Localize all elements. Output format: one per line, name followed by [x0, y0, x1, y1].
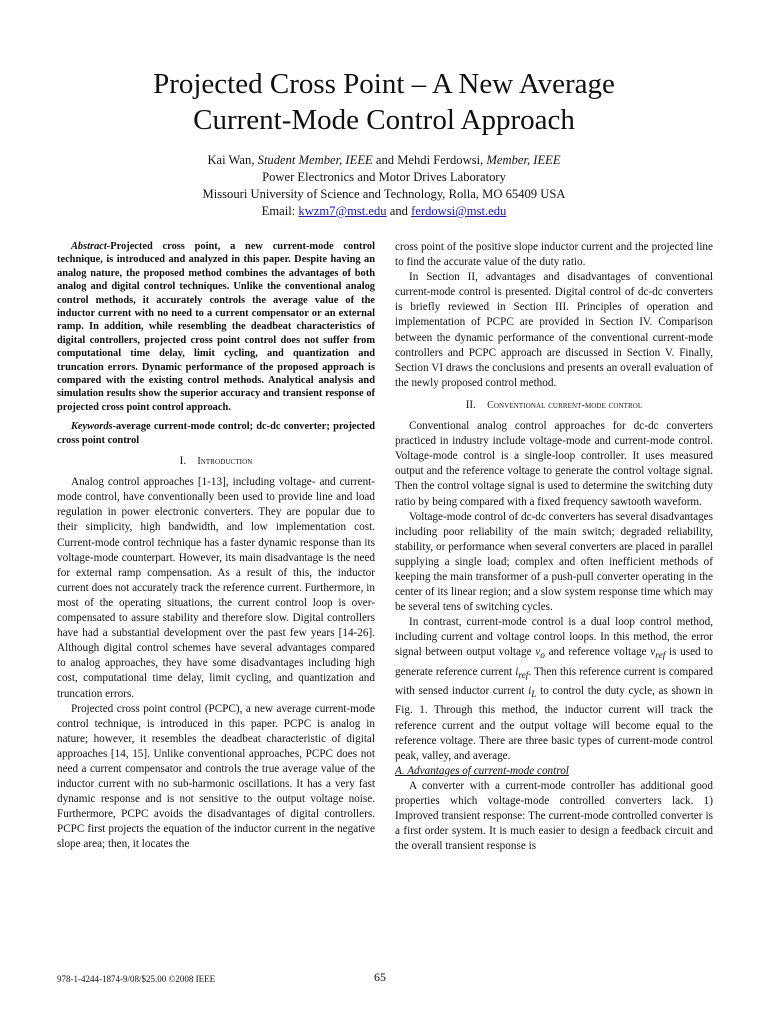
- outline-paragraph: In Section II, advantages and disadvantages of conventional current-mode control is presented. Digital control of dc-dc converters is briefly reviewed in Section III. Principles of operation and implementation of PCPC are provided in Section IV. Comparison between the dynamic performance of the conventional current-mode controllers and PCPC approach are discussed in Section V. Finally, Section VI draws the conclusions and presents an overall evaluation of the newly proposed control method.: [395, 271, 713, 389]
- section-2-paragraph-1: Conventional analog control approaches for dc-dc converters practiced in industry include voltage-mode and current-mode control. Voltage-mode control is a single-loop controller. It uses measured output and the reference voltage to generate the control voltage signal. Then the control voltage signal is used to determine the switching duty ratio by being compared with a fixed frequency sawtooth waveform.: [395, 420, 713, 508]
- section-2-paragraph-4: A converter with a current-mode controller has additional good properties which voltage-mode controlled converters lack. 1) Improved transient response: The current-mode controlled converter is a first order system. It is much easier to design a feedback circuit and the overall transient response is: [395, 779, 713, 853]
- author-1-role: Student Member, IEEE: [257, 153, 373, 167]
- section-2-number: II.: [465, 398, 476, 411]
- symbol-iref-sub: ref: [518, 671, 529, 681]
- author-conjunction: and Mehdi Ferdowsi,: [375, 153, 484, 167]
- subsection-a-heading: A. Advantages of current-mode control: [395, 764, 569, 777]
- section-1-heading: [57, 454, 375, 469]
- symbol-vo-sub: o: [540, 651, 545, 662]
- author-block: [60, 152, 708, 220]
- symbol-il-sub: L: [531, 690, 537, 701]
- keywords-text: [57, 420, 375, 447]
- email-and: and: [389, 204, 408, 218]
- affiliation: Missouri University of Science and Technology, Rolla, MO 65409 USA: [202, 187, 566, 201]
- abstract-body: Projected cross point, a new current-mode control technique, is introduced and analyzed in this paper. Despite having an analog nature, the proposed method combines the advantages of both analog and digital control techniques. Unlike the conventional analog control methods, it accurately controls the average value of the inductor current with no need to a current compensator or an external ramp. In addition, while resembling the deadbeat characteristics of digital controllers, projected cross point control does not suffer from computational time delay, limit cycling, and quantization and truncation errors. Dynamic performance of the proposed approach is compared with the existing control methods. Analytical analysis and simulation results show the superior accuracy and transient response of projected cross point control approach.: [57, 241, 375, 413]
- abstract-label: Abstract-: [71, 241, 111, 252]
- p3-text-a: In contrast, current-mode control is a dual loop control method, including current and voltage control loops. In this method, the error signal between output voltage: [395, 616, 713, 659]
- symbol-iref-base: i: [515, 665, 519, 678]
- symbol-vref: [650, 646, 666, 662]
- symbol-iref: [515, 665, 529, 681]
- abstract-text: [57, 240, 375, 414]
- page-number: 65: [374, 970, 386, 984]
- p3-text-b: and reference voltage: [544, 646, 651, 659]
- title-line-2: Current-Mode Control Approach: [193, 104, 575, 136]
- intro-paragraph-2: Projected cross point control (PCPC), a new average current-mode control technique, is introduced in this paper. PCPC is analog in nature; however, it resembles the deadbeat characteristic of digital approaches [14, 15]. Unlike conventional approaches, PCPC does not need a current compensator and controls the true average value of the inductor current with no sub-harmonic oscillations. It has a very fast dynamic response and is not sensitive to the output voltage noise. Furthermore, PCPC avoids the disadvantages of digital controllers. PCPC first projects the equation of the inductor current in the negative slope area; then, it locates the: [57, 702, 375, 851]
- symbol-il-base: i: [528, 685, 532, 698]
- author-2-role: Member, IEEE: [486, 153, 561, 167]
- left-column: [57, 240, 375, 853]
- paper-title: [60, 66, 708, 138]
- intro-paragraph-1: Analog control approaches [1-13], including voltage- and current-mode control, have conventionally been used to provide line and load regulation in power electronic converters. They are popular due to their simplicity, high bandwidth, and low implementation cost. Current-mode control technique has a faster dynamic response than its voltage-mode counterpart. However, its main disadvantage is the need for external ramp compensation. As a result of this, the inductor current does not accurately track the reference current. Furthermore, in most of the operating situations, the current control loop is over-compensated to assure stability and therefore slow. Digital controllers have had a substantial development over the past few years [14-26]. Although digital control schemes have several advantages compared to analog approaches, they have some disadvantages including high cost, computational time delay, limit cycling, and quantization and truncation errors.: [57, 476, 375, 700]
- intro-paragraph-2-continued: cross point of the positive slope inductor current and the projected line to find the accurate value of the duty ratio.: [395, 241, 713, 269]
- p3-text-d: . Then this reference current is compared with sensed inductor current: [395, 665, 713, 698]
- section-2-heading: [395, 398, 713, 413]
- symbol-vo: [535, 646, 545, 662]
- section-2-title: Conventional current-mode control: [487, 399, 643, 411]
- section-1-title: Introduction: [197, 456, 253, 468]
- email-line: [60, 203, 708, 220]
- keywords-body: average current-mode control; dc-dc converter; projected cross point control: [57, 421, 375, 446]
- keywords-label: Keywords-: [71, 421, 117, 433]
- section-2-paragraph-2: Voltage-mode control of dc-dc converters has several disadvantages including poor reliability of the main switch; degraded reliability, stability, or performance when several converters are placed in parallel supplying a single load; complex and often inefficient methods of keeping the main transformer of a push-pull converter operating in the center of its linear region; and a slow system response time which may be several tens of switching cycles.: [395, 510, 713, 614]
- author-1: Kai Wan,: [207, 153, 255, 167]
- p3-text-e: to control the duty cycle, as shown in Fig. 1. Through this method, the inductor current will track the reference current and the output voltage will become equal to the reference voltage. There are three basic types of current-mode control peak, valley, and average.: [395, 685, 713, 762]
- email-label: Email:: [261, 204, 296, 218]
- section-2-paragraph-3: [395, 615, 713, 764]
- author-line: [60, 152, 708, 169]
- right-column: [395, 240, 713, 854]
- symbol-vo-base: v: [535, 646, 541, 659]
- lab-name: Power Electronics and Motor Drives Laboratory: [262, 170, 506, 184]
- symbol-vref-sub: ref: [655, 651, 666, 662]
- email-link-1[interactable]: kwzm7@mst.edu: [298, 204, 387, 218]
- abstract: [57, 240, 375, 414]
- section-1-number: I.: [179, 455, 187, 468]
- p3-text-c: is used to generate reference current: [395, 646, 714, 678]
- symbol-vref-base: v: [650, 646, 656, 659]
- keywords: [57, 420, 375, 447]
- email-link-2[interactable]: ferdowsi@mst.edu: [411, 204, 507, 218]
- title-line-1: Projected Cross Point – A New Average: [153, 68, 615, 100]
- footer-isbn: 978-1-4244-1874-9/08/$25.00 ©2008 IEEE: [57, 974, 216, 984]
